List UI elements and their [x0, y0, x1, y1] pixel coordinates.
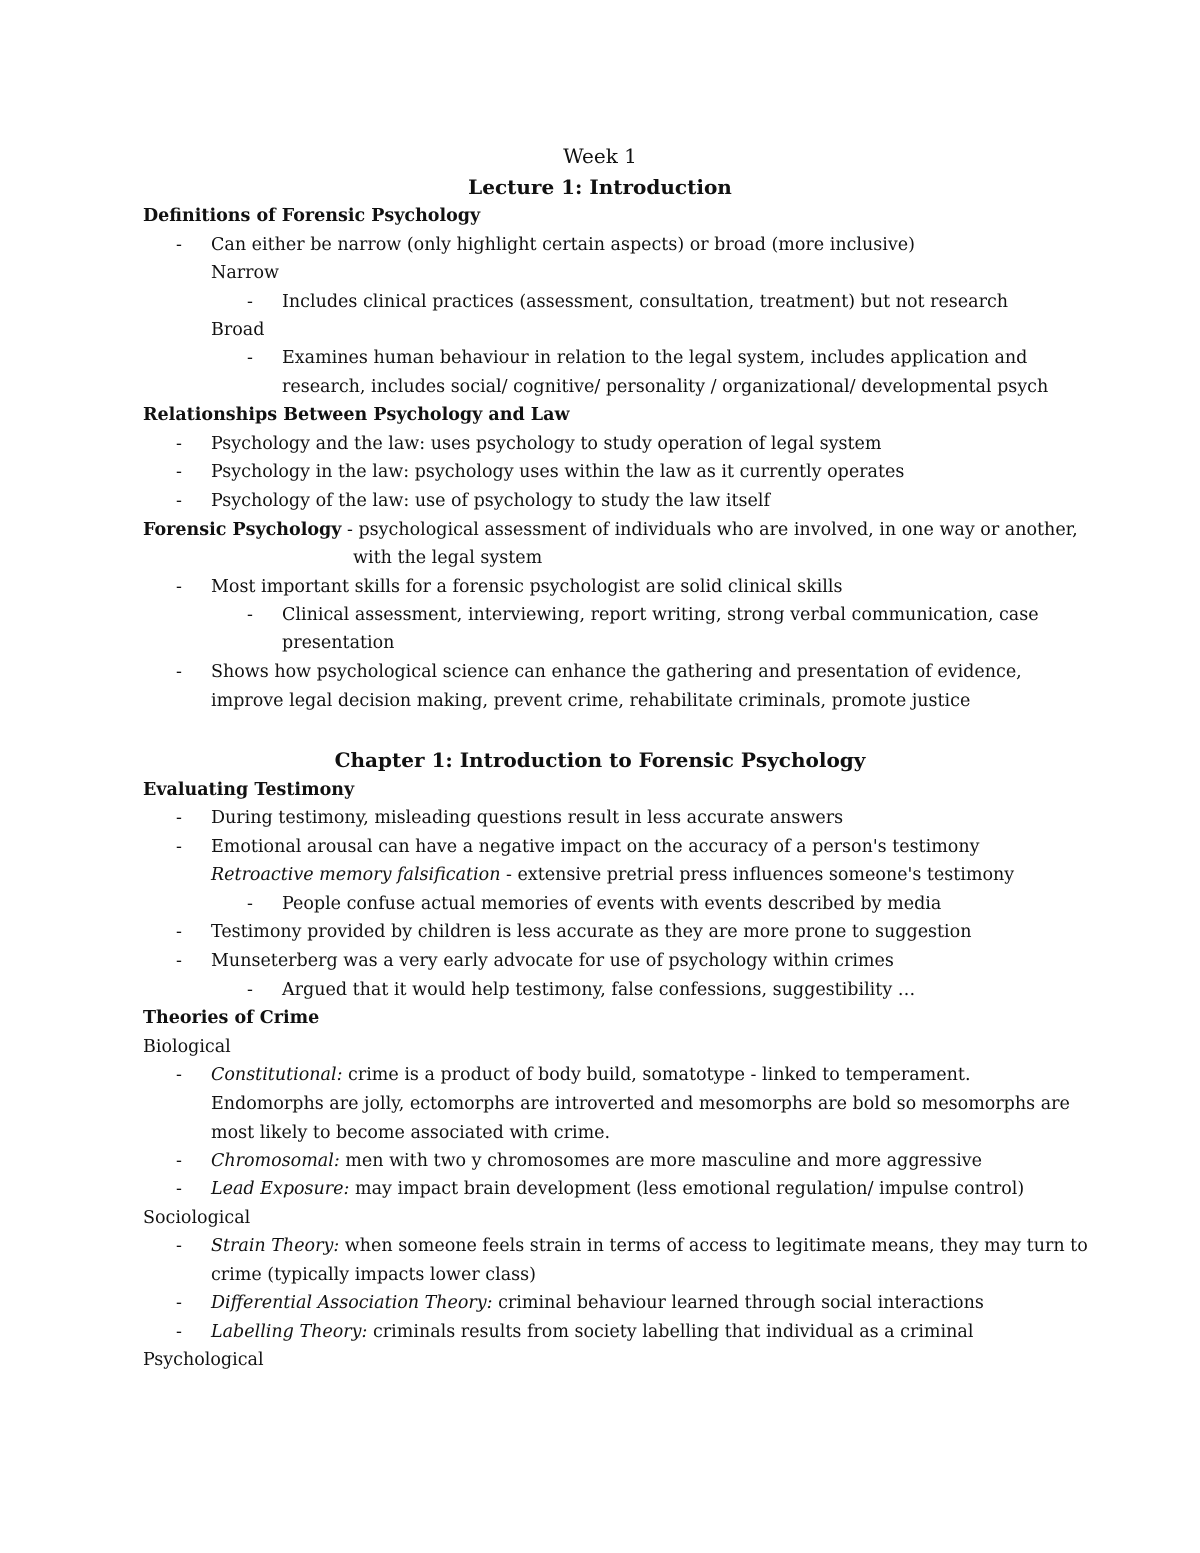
bullet-dash: - — [176, 1293, 182, 1313]
bullet-dash: - — [176, 462, 182, 482]
broad-label: Broad — [211, 320, 265, 340]
bullet-dash: - — [176, 235, 182, 255]
bullet-dash: - — [247, 605, 253, 625]
retroactive-sub: People confuse actual memories of events with events described by media — [282, 894, 942, 914]
retroactive-definition: - extensive pretrial press influences someone's testimony — [500, 865, 1015, 885]
narrow-bullet: Includes clinical practices (assessment, consultation, treatment) but not research — [282, 292, 1009, 312]
psychological-label: Psychological — [143, 1350, 264, 1370]
lead-exposure-term: Lead Exposure: — [211, 1179, 350, 1199]
testimony-item-4: Munseterberg was a very early advocate for use of psychology within crimes — [211, 951, 894, 971]
forensic-sub-line-2: presentation — [282, 633, 395, 653]
strain-theory-definition: when someone feels strain in terms of access to legitimate means, they may turn to — [339, 1236, 1088, 1256]
constitutional-term: Constitutional: — [211, 1065, 343, 1085]
lead-exposure-line — [211, 1178, 1024, 1200]
bullet-dash: - — [176, 922, 182, 942]
theories-heading: Theories of Crime — [143, 1008, 320, 1028]
bullet-dash: - — [176, 951, 182, 971]
constitutional-definition: crime is a product of body build, somatotype - linked to temperament. — [342, 1065, 971, 1085]
relationships-heading: Relationships Between Psychology and Law — [143, 405, 570, 425]
relationship-item: Psychology in the law: psychology uses within the law as it currently operates — [211, 462, 905, 482]
broad-bullet-line-2: research, includes social/ cognitive/ personality / organizational/ developmental psych — [282, 377, 1049, 397]
week-title: Week 1 — [563, 144, 637, 168]
bullet-dash: - — [176, 491, 182, 511]
bullet-dash: - — [247, 292, 253, 312]
differential-association-definition: criminal behaviour learned through social interactions — [492, 1293, 984, 1313]
definitions-bullet-1: Can either be narrow (only highlight certain aspects) or broad (more inclusive) — [211, 235, 915, 255]
differential-association-line — [211, 1292, 984, 1314]
definitions-heading: Definitions of Forensic Psychology — [143, 206, 481, 226]
narrow-label: Narrow — [211, 263, 279, 283]
chapter-title: Chapter 1: Introduction to Forensic Psychology — [334, 748, 866, 772]
constitutional-line-1 — [211, 1064, 971, 1086]
bullet-dash: - — [176, 1179, 182, 1199]
bullet-dash: - — [247, 894, 253, 914]
relationship-item: Psychology of the law: use of psychology to study the law itself — [211, 491, 770, 511]
testimony-item-2: Emotional arousal can have a negative impact on the accuracy of a person's testimony — [211, 837, 980, 857]
bullet-dash: - — [176, 1065, 182, 1085]
chromosomal-definition: men with two y chromosomes are more masculine and more aggressive — [339, 1151, 983, 1171]
testimony-heading: Evaluating Testimony — [143, 780, 355, 800]
sociological-label: Sociological — [143, 1208, 251, 1228]
bullet-dash: - — [176, 662, 182, 682]
bullet-dash: - — [176, 1151, 182, 1171]
labelling-theory-term: Labelling Theory: — [211, 1322, 368, 1342]
bullet-dash: - — [176, 577, 182, 597]
retroactive-term: Retroactive memory falsification — [211, 865, 501, 885]
bullet-dash: - — [176, 434, 182, 454]
constitutional-line-2: Endomorphs are jolly, ectomorphs are introverted and mesomorphs are bold so mesomorphs are — [211, 1094, 1070, 1114]
broad-bullet-line-1: Examines human behaviour in relation to the legal system, includes application and — [282, 348, 1028, 368]
bullet-dash: - — [176, 837, 182, 857]
constitutional-line-3: most likely to become associated with crime. — [211, 1123, 611, 1143]
relationship-item: Psychology and the law: uses psychology to study operation of legal system — [211, 434, 882, 454]
forensic-item-2-line-2: improve legal decision making, prevent crime, rehabilitate criminals, promote justice — [211, 691, 971, 711]
bullet-dash: - — [247, 348, 253, 368]
testimony-item-1: During testimony, misleading questions result in less accurate answers — [211, 808, 844, 828]
forensic-sub-line-1: Clinical assessment, interviewing, report writing, strong verbal communication, case — [282, 605, 1039, 625]
lecture-title: Lecture 1: Introduction — [468, 175, 732, 199]
forensic-definition-line-2: with the legal system — [353, 548, 543, 568]
testimony-item-3: Testimony provided by children is less accurate as they are more prone to suggestion — [211, 922, 972, 942]
labelling-theory-definition: criminals results from society labelling that individual as a criminal — [367, 1322, 974, 1342]
forensic-item-1: Most important skills for a forensic psychologist are solid clinical skills — [211, 577, 843, 597]
bullet-dash: - — [176, 1322, 182, 1342]
forensic-definition-line-1 — [143, 519, 1078, 541]
chromosomal-term: Chromosomal: — [211, 1151, 340, 1171]
bullet-dash: - — [247, 980, 253, 1000]
forensic-definition: - psychological assessment of individuals who are involved, in one way or another, — [341, 520, 1078, 540]
lead-exposure-definition: may impact brain development (less emotional regulation/ impulse control) — [349, 1179, 1025, 1199]
bullet-dash: - — [176, 808, 182, 828]
testimony-item-4-sub: Argued that it would help testimony, false confessions, suggestibility … — [282, 980, 916, 1000]
forensic-term: Forensic Psychology — [143, 520, 342, 540]
bullet-dash: - — [176, 1236, 182, 1256]
chromosomal-line — [211, 1150, 982, 1172]
differential-association-term: Differential Association Theory: — [211, 1293, 493, 1313]
biological-label: Biological — [143, 1037, 231, 1057]
forensic-item-2-line-1: Shows how psychological science can enhance the gathering and presentation of evidence, — [211, 662, 1022, 682]
strain-theory-term: Strain Theory: — [211, 1236, 340, 1256]
strain-theory-line-1 — [211, 1235, 1088, 1257]
retroactive-line — [211, 864, 1014, 886]
labelling-theory-line — [211, 1321, 973, 1343]
strain-theory-line-2: crime (typically impacts lower class) — [211, 1265, 536, 1285]
